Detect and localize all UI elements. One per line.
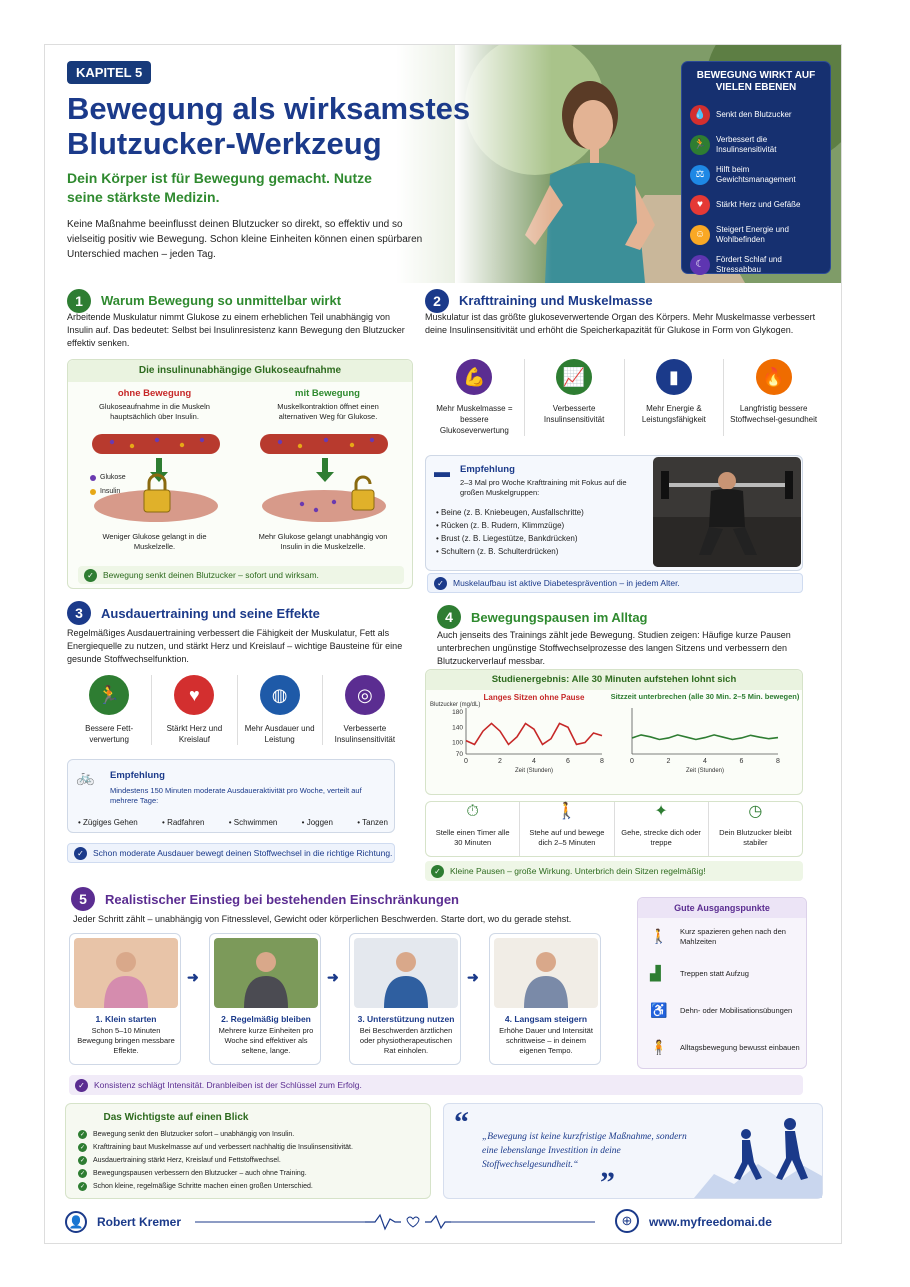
stairs-icon: ▟	[650, 965, 661, 981]
strength-rec-item: • Beine (z. B. Kniebeugen, Ausfallschritte)	[436, 508, 584, 517]
muscle-icon: 💪	[456, 359, 492, 395]
strength-benefit-label: Verbesserte Insulinsensitivität	[543, 404, 605, 424]
endurance-rec-item: • Tanzen	[357, 818, 388, 827]
x-tick-label: 0	[464, 758, 468, 765]
step-photo	[354, 938, 458, 1008]
endurance-benefit	[67, 675, 152, 745]
break-tip-label: Stelle einen Timer alle 30 Minuten	[435, 828, 510, 847]
break-tips	[425, 801, 803, 857]
starting-points-list	[638, 918, 806, 1066]
summary-title: Das Wichtigste auf einen Blick	[103, 1112, 249, 1123]
stretch-icon: ✦	[654, 803, 668, 820]
steps-row	[69, 933, 629, 1065]
check-icon: ✓	[79, 1145, 86, 1151]
impact-item-label: Stärkt Herz und Gefäße	[716, 200, 801, 209]
heart-pulse-icon: ♥	[174, 675, 214, 715]
step-photo	[214, 938, 318, 1008]
impact-item	[690, 190, 822, 220]
starting-point-label: Treppen statt Aufzug	[680, 968, 749, 978]
y-tick-label: 100	[452, 739, 463, 747]
globe-icon: ⊕	[615, 1209, 639, 1233]
website-link[interactable]: www.myfreedomai.de	[649, 1215, 772, 1229]
page-title: Bewegung als wirksamstes Blutzucker-Werkzeug	[67, 91, 471, 161]
y-tick-label: 180	[452, 709, 463, 716]
person-icon: 🧍	[650, 1039, 668, 1055]
starting-points-box	[637, 897, 807, 1069]
strength-benefits	[425, 359, 823, 436]
x-tick-label: 2	[666, 758, 671, 765]
glucose-box-title: Die insulinunabhängige Glukoseaufnahme	[68, 360, 412, 382]
strength-benefit	[724, 359, 823, 436]
strength-rec-title: Empfehlung	[460, 464, 515, 475]
starting-point-label: Kurz spazieren gehen nach den Mahlzeiten	[680, 926, 786, 946]
step-desc: Schon 5–10 Minuten Bewegung bringen messbare Effekte.	[77, 1026, 175, 1055]
scale-icon: ⚖	[690, 165, 710, 185]
strength-rec-item: • Rücken (z. B. Rudern, Klimmzüge)	[436, 521, 565, 530]
runner-icon: 🏃	[690, 135, 710, 155]
quote-box	[443, 1103, 823, 1199]
check-icon: ✓	[74, 847, 87, 860]
starting-point-item	[638, 1029, 806, 1066]
check-icon: ✓	[79, 1132, 86, 1138]
series-line	[466, 723, 602, 744]
runners-silhouette	[694, 1104, 822, 1198]
x-tick-label: 6	[566, 758, 570, 765]
x-tick-label: 4	[532, 758, 536, 765]
strength-benefit-label: Langfristig bessere Stoffwechsel-gesundheit	[730, 404, 818, 424]
step-photo	[74, 938, 178, 1008]
break-tip	[615, 802, 709, 856]
step-title: 1. Klein starten	[95, 1014, 157, 1024]
legend-glukose: Glukose	[90, 474, 126, 481]
starting-point-item	[638, 918, 806, 955]
endurance-benefit-label: Mehr Ausdauer und Leistung	[244, 724, 315, 744]
runner-icon: 🏃	[89, 675, 129, 715]
study-box-title: Studienergebnis: Alle 30 Minuten aufstehen lohnt sich	[426, 670, 802, 690]
endurance-benefit	[238, 675, 323, 745]
starting-points-title: Gute Ausgangspunkte	[638, 898, 806, 918]
section-5-note: ✓ Konsistenz schlägt Intensität. Dranbleiben ist der Schlüssel zum Erfolg.	[69, 1075, 803, 1095]
impact-item-label: Verbessert die Insulinsensitivität	[716, 135, 777, 154]
strength-benefit	[525, 359, 625, 436]
page-subtitle: Dein Körper ist für Bewegung gemacht. Nutze seine stärkste Medizin.	[67, 170, 372, 205]
blood-drop-icon: 💧	[690, 105, 710, 125]
summary-item: ✓ Bewegungspausen verbessern den Blutzucker – auch ohne Training.	[79, 1170, 307, 1177]
quote-open-mark: “	[454, 1106, 469, 1139]
flame-icon: 🔥	[756, 359, 792, 395]
endurance-rec-item: • Joggen	[301, 818, 333, 827]
impact-list	[690, 100, 822, 280]
x-axis-label: Zeit (Stunden)	[514, 768, 554, 774]
section-5-title: Realistischer Einstieg bei bestehenden Einschränkungen	[105, 892, 459, 907]
x-tick-label: 8	[600, 758, 604, 765]
check-icon: ✓	[84, 569, 97, 582]
endurance-benefit-label: Verbesserte Insulinsensitivität	[334, 724, 396, 744]
weightlifter-photo	[653, 457, 801, 567]
endurance-rec-item: • Zügiges Gehen	[78, 818, 138, 827]
intro-text: Keine Maßnahme beeinflusst deinen Blutzucker so direkt, so effektiv und so vielseitig positiv wie Bewegung. Schon kleine Einheiten können einen spürbaren Unterschied machen – jeden Tag.	[67, 219, 423, 260]
step-card	[489, 933, 601, 1065]
strength-benefit	[625, 359, 725, 436]
check-icon: ✓	[75, 1079, 88, 1092]
endurance-benefits	[67, 675, 407, 745]
strength-benefit	[425, 359, 525, 436]
starting-point-item	[638, 992, 806, 1029]
chart-up-icon: 📈	[556, 359, 592, 395]
check-icon: ✓	[431, 865, 444, 878]
summary-box	[65, 1103, 431, 1199]
dumbbell-icon: ▬	[434, 464, 450, 481]
step-title: 4. Langsam steigern	[504, 1014, 588, 1024]
step-card	[209, 933, 321, 1065]
strength-benefit-label: Mehr Muskelmasse = bessere Glukoseverwertung	[436, 404, 513, 435]
section-1-note: ✓ Bewegung senkt deinen Blutzucker – sofort und wirksam.	[78, 566, 404, 584]
section-3-number: 3	[67, 601, 91, 625]
impact-item	[690, 100, 822, 130]
clock-check-icon: ◷	[748, 803, 763, 820]
endurance-recommendation	[67, 759, 395, 833]
impact-item-label: Senkt den Blutzucker	[716, 110, 792, 119]
section-2-text: Muskulatur ist das größte glukoseverwertende Organ des Körpers. Mehr Muskelmasse verbessert deine Insulinsensitivität und erhöht die Speicherkapazität für Glukose in Form von Glykogen.	[425, 312, 816, 335]
timer-icon: ⏱	[466, 803, 479, 820]
series-line	[632, 735, 778, 740]
y-tick-label: 140	[452, 724, 463, 732]
break-tip	[520, 802, 614, 856]
section-4-note: ✓ Kleine Pausen – große Wirkung. Unterbrich dein Sitzen regelmäßig!	[425, 861, 803, 881]
chapter-badge: KAPITEL 5	[67, 61, 151, 84]
section-2-note: ✓ Muskelaufbau ist aktive Diabetesprävention – in jedem Alter.	[427, 573, 803, 593]
endurance-benefit-label: Stärkt Herz und Kreislauf	[166, 724, 223, 744]
quote-close-mark: ”	[600, 1166, 615, 1199]
endurance-rec-item: • Radfahren	[162, 818, 205, 827]
x-axis-label: Zeit (Stunden)	[685, 768, 725, 774]
summary-item: ✓ Schon kleine, regelmäßige Schritte machen einen großen Unterschied.	[79, 1183, 313, 1190]
y-tick-label: 70	[455, 751, 463, 758]
section-1-number: 1	[67, 289, 91, 313]
step-desc: Mehrere kurze Einheiten pro Woche sind effektiver als seltene, lange.	[218, 1026, 314, 1055]
endurance-rec-text: Mindestens 150 Minuten moderate Ausdaueraktivität pro Woche, verteilt auf mehrere Tage:	[110, 786, 362, 805]
y-axis-label: Blutzucker (mg/dL)	[430, 702, 481, 708]
section-5-number: 5	[71, 887, 95, 911]
walk-icon: 🚶	[556, 803, 577, 820]
x-tick-label: 4	[703, 758, 707, 765]
strength-benefit-label: Mehr Energie & Leistungsfähigkeit	[641, 404, 706, 424]
section-3-text: Regelmäßiges Ausdauertraining verbessert die Fähigkeit der Muskulatur, Fett als Energiequelle zu nutzen, und stärkt Herz und Kreislauf – wichtige Bausteine für eine gesunde Stoffwechselfunktion.	[67, 628, 403, 664]
check-icon: ✓	[434, 577, 447, 590]
section-4-text: Auch jenseits des Trainings zählt jede Bewegung. Studien zeigen: Häufige kurze Pausen unterbrechen ungünstige Stoffwechselprozesse des langen Sitzens und verbessern den Blutzuckerverlauf messbar.	[437, 630, 791, 666]
impact-item-label: Hilft beim Gewichtsmanagement	[716, 165, 796, 184]
impact-item	[690, 220, 822, 250]
user-icon: 👤	[65, 1211, 87, 1233]
break-tip	[709, 802, 802, 856]
legend-insulin: Insulin	[90, 488, 120, 495]
quote-text: „Bewegung ist keine kurzfristige Maßnahme, sondern eine lebenslange Investition in deine Stoffwechselgesundheit.“	[482, 1132, 687, 1170]
section-1-text: Arbeitende Muskulatur nimmt Glukose zu einem erheblichen Teil unabhängig von Insulin auf. Das bedeutet: Selbst bei Insulinresistenz kann Bewegung den Blutzucker effektiv senken.	[67, 312, 405, 348]
step-desc: Bei Beschwerden ärztlichen oder physiotherapeutischen Rat einholen.	[359, 1026, 453, 1055]
section-2-number: 2	[425, 289, 449, 313]
study-result-box	[425, 669, 803, 795]
step-card	[69, 933, 181, 1065]
author-name: Robert Kremer	[97, 1215, 182, 1229]
glucose-uptake-box	[67, 359, 413, 589]
x-tick-label: 0	[630, 758, 634, 765]
starting-point-label: Alltagsbewegung bewusst einbauen	[680, 1042, 800, 1052]
impact-panel	[681, 61, 831, 274]
x-tick-label: 2	[498, 758, 502, 765]
bicycle-icon: 🚲	[76, 769, 95, 786]
blood-sugar-charts	[426, 690, 804, 794]
section-1-title: Warum Bewegung so unmittelbar wirkt	[101, 293, 342, 308]
check-icon: ✓	[79, 1171, 86, 1177]
check-icon: ✓	[79, 1158, 86, 1164]
without-exercise-heading: ohne Bewegung	[117, 388, 192, 399]
wheelchair-icon: ♿	[650, 1002, 668, 1018]
impact-item	[690, 160, 822, 190]
check-icon: ✓	[79, 1184, 86, 1190]
endurance-benefit	[323, 675, 407, 745]
step-title: 3. Unterstützung nutzen	[357, 1014, 455, 1024]
strength-rec-text: 2–3 Mal pro Woche Krafttraining mit Fokus auf die großen Muskelgruppen:	[460, 478, 627, 497]
section-2-title: Krafttraining und Muskelmasse	[459, 293, 653, 308]
without-exercise-desc: Glukoseaufnahme in die Muskeln hauptsächlich über Insulin.	[99, 402, 210, 421]
section-3-title: Ausdauertraining und seine Effekte	[101, 606, 320, 621]
section-5-text: Jeder Schritt zählt – unabhängig von Fitnesslevel, Gewicht oder körperlichen Beschwerden. Starte dort, wo du gerade stehst.	[73, 914, 572, 924]
arrow-right-icon: ➜	[467, 969, 479, 985]
starting-point-label: Dehn- oder Mobilisationsübungen	[680, 1005, 793, 1015]
chart-title: Langes Sitzen ohne Pause	[483, 693, 585, 702]
with-exercise-desc: Muskelkontraktion öffnet einen alternativen Weg für Glukose.	[277, 402, 379, 421]
strength-rec-item: • Schultern (z. B. Schulterdrücken)	[436, 547, 559, 556]
starting-point-item	[638, 955, 806, 992]
break-tip-label: Dein Blutzucker bleibt stabiler	[719, 828, 792, 847]
target-icon: ◎	[345, 675, 385, 715]
impact-item-label: Steigert Energie und Wohlbefinden	[716, 225, 789, 244]
without-exercise-caption: Weniger Glukose gelangt in die Muskelzelle.	[102, 532, 207, 551]
step-photo	[494, 938, 598, 1008]
chart-title: Sitzzeit unterbrechen (alle 30 Min. 2–5 Min. bewegen)	[610, 692, 800, 701]
summary-item: ✓ Krafttraining baut Muskelmasse auf und verbessert nachhaltig die Insulinsensitivität.	[79, 1144, 353, 1151]
with-exercise-heading: mit Bewegung	[295, 388, 360, 399]
endurance-rec-title: Empfehlung	[110, 770, 165, 781]
section-4-number: 4	[437, 605, 461, 629]
smile-icon: ☺	[690, 225, 710, 245]
walker-icon: 🚶	[650, 928, 668, 944]
break-tip-label: Gehe, strecke dich oder treppe	[621, 828, 701, 847]
strength-rec-list	[436, 506, 584, 558]
battery-icon: ▮	[656, 359, 692, 395]
endurance-benefit-label: Bessere Fett-verwertung	[85, 724, 134, 744]
break-tip	[426, 802, 520, 856]
endurance-benefit	[152, 675, 237, 745]
section-4-title: Bewegungspausen im Alltag	[471, 610, 648, 625]
strength-rec-item: • Brust (z. B. Liegestütze, Bankdrücken)	[436, 534, 578, 543]
summary-item: ✓ Ausdauertraining stärkt Herz, Kreislauf und Fettstoffwechsel.	[79, 1157, 281, 1164]
heart-icon: ♥	[690, 195, 710, 215]
lungs-icon: ◍	[260, 675, 300, 715]
endurance-rec-list	[78, 816, 388, 829]
with-exercise-caption: Mehr Glukose gelangt unabhängig von Insulin in die Muskelzelle.	[258, 532, 388, 551]
x-tick-label: 8	[776, 758, 780, 765]
moon-icon: ☾	[690, 255, 710, 275]
impact-item-label: Fördert Schlaf und Stressabbau	[716, 255, 782, 274]
arrow-right-icon: ➜	[327, 969, 339, 985]
heartbeat-line	[195, 1211, 595, 1233]
break-tip-label: Stehe auf und bewege dich 2–5 Minuten	[529, 828, 605, 847]
endurance-rec-item: • Schwimmen	[228, 818, 278, 827]
impact-item	[690, 130, 822, 160]
impact-item	[690, 250, 822, 280]
impact-title: BEWEGUNG WIRKT AUF VIELEN EBENEN	[696, 70, 816, 93]
arrow-right-icon: ➜	[187, 969, 199, 985]
step-title: 2. Regelmäßig bleiben	[221, 1014, 311, 1024]
summary-item: ✓ Bewegung senkt den Blutzucker sofort – unabhängig von Insulin.	[79, 1131, 295, 1138]
poster	[44, 44, 842, 1244]
step-card	[349, 933, 461, 1065]
step-desc: Erhöhe Dauer und Intensität schrittweise – in deinem eigenen Tempo.	[499, 1026, 593, 1055]
x-tick-label: 6	[739, 758, 744, 765]
section-3-note: ✓ Schon moderate Ausdauer bewegt deinen Stoffwechsel in die richtige Richtung.	[67, 843, 395, 863]
summary-list	[78, 1128, 353, 1193]
